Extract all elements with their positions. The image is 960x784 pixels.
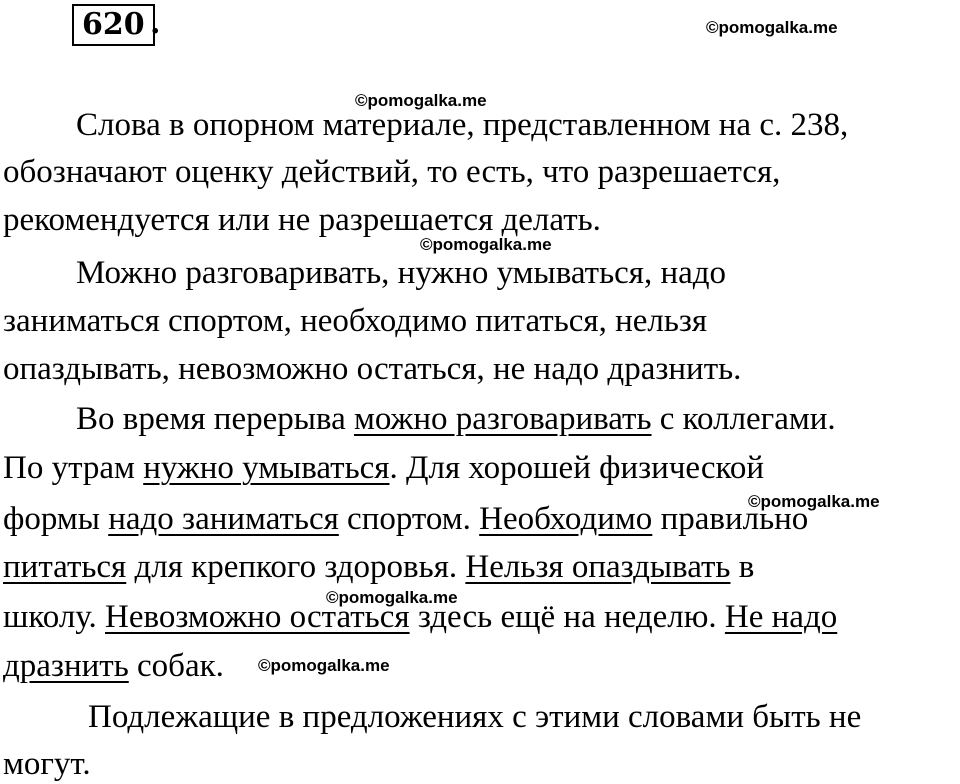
- text: спортом.: [338, 501, 480, 537]
- exercise-number-dot: .: [150, 6, 161, 41]
- text: с коллегами.: [651, 401, 836, 437]
- underlined-phrase: Невозможно остаться: [105, 599, 410, 635]
- underlined-phrase: можно разговаривать: [353, 401, 652, 437]
- text: в: [730, 549, 755, 585]
- paragraph-3-line-2: [3, 452, 764, 485]
- paragraph-3-line-5: [3, 601, 837, 634]
- text: собак.: [128, 648, 224, 684]
- text: для крепкого здоровья.: [126, 549, 466, 585]
- watermark: ©pomogalka.me: [706, 18, 838, 37]
- watermark: ©pomogalka.me: [326, 588, 458, 607]
- watermark: ©pomogalka.me: [355, 91, 487, 110]
- watermark: ©pomogalka.me: [258, 656, 390, 675]
- paragraph-3-line-1: [76, 403, 836, 436]
- underlined-phrase: нужно умываться: [143, 450, 390, 486]
- underlined-phrase: Необходимо: [479, 501, 653, 537]
- paragraph-4-line-2: могут.: [3, 746, 91, 782]
- watermark: ©pomogalka.me: [748, 492, 880, 511]
- text: формы: [3, 501, 109, 537]
- underlined-phrase: питаться: [3, 549, 127, 585]
- exercise-number: 620: [82, 7, 145, 42]
- paragraph-1-line-2: обозначают оценку действий, то есть, что разрешается,: [3, 154, 781, 190]
- paragraph-4-line-1: Подлежащие в предложениях с этими словами быть не: [88, 699, 862, 735]
- paragraph-3-line-6: [3, 650, 224, 683]
- exercise-number-box: [72, 4, 155, 46]
- text: По утрам: [3, 450, 144, 486]
- underlined-phrase: Не надо: [724, 599, 838, 635]
- text: Во время перерыва: [76, 401, 354, 437]
- underlined-phrase: надо заниматься: [108, 501, 339, 537]
- text: здесь ещё на неделю.: [409, 599, 725, 635]
- watermark: ©pomogalka.me: [420, 235, 552, 254]
- paragraph-2-line-3: опаздывать, невозможно остаться, не надо дразнить.: [3, 351, 742, 387]
- text: . Для хорошей физической: [389, 450, 765, 486]
- underlined-phrase: дразнить: [3, 648, 129, 684]
- paragraph-1-line-3: рекомендуется или не разрешается делать.: [3, 202, 601, 238]
- paragraph-3-line-3: [3, 503, 808, 536]
- underlined-phrase: Нельзя опаздывать: [465, 549, 731, 585]
- paragraph-2-line-1: Можно разговаривать, нужно умываться, надо: [76, 255, 727, 291]
- paragraph-2-line-2: заниматься спортом, необходимо питаться, нельзя: [3, 303, 708, 339]
- paragraph-3-line-4: [3, 551, 754, 584]
- paragraph-1-line-1: Слова в опорном материале, представленном на с. 238,: [76, 107, 849, 143]
- text: школу.: [3, 599, 105, 635]
- text: правильно: [652, 501, 809, 537]
